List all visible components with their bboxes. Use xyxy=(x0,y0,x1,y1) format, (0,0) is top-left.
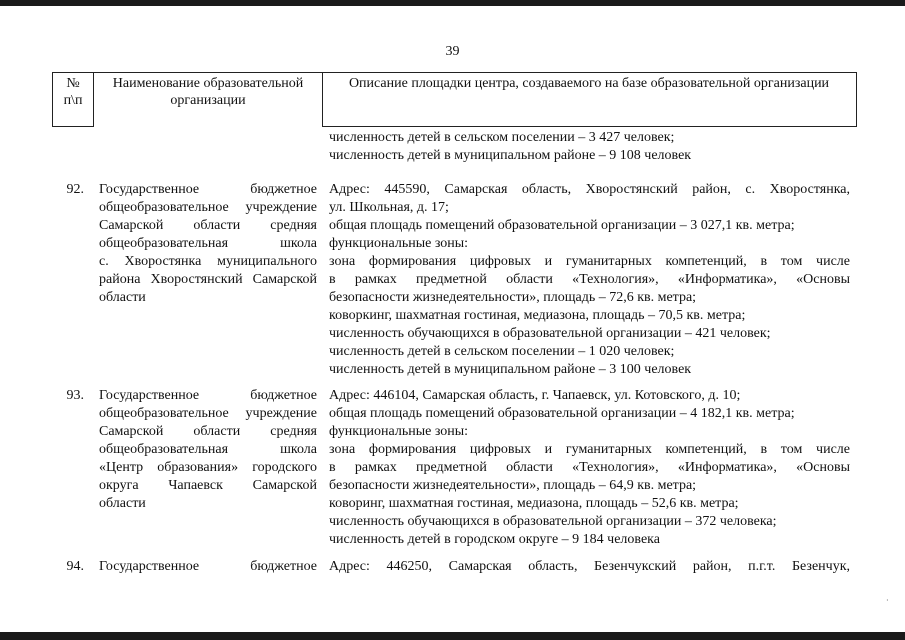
organization-line: Государственное бюджетное xyxy=(99,388,317,403)
entry-description xyxy=(329,387,850,549)
header-number-line: п\п xyxy=(63,93,83,108)
organization-line: общеобразовательная школа xyxy=(99,442,317,457)
header-number-column xyxy=(53,75,93,109)
header-organization-line: Наименование образовательной xyxy=(112,76,304,91)
entry-organization xyxy=(99,558,317,576)
organization-line: общеобразовательная школа xyxy=(99,236,317,251)
description-line: функциональные зоны: xyxy=(329,424,469,439)
continuation-description xyxy=(329,129,850,165)
description-line: безопасности жизнедеятельности», площадь – 64,9 кв. метра; xyxy=(329,478,697,493)
description-line: коворинг, шахматная гостиная, медиазона, площадь – 52,6 кв. метра; xyxy=(329,496,739,511)
scan-edge-top xyxy=(0,0,905,6)
entry-organization xyxy=(99,181,317,307)
header-description-column: Описание площадки центра, создаваемого на базе образовательной организации xyxy=(348,76,830,91)
description-line: коворкинг, шахматная гостиная, медиазона, площадь – 70,5 кв. метра; xyxy=(329,308,746,323)
organization-line: округа Чапаевск Самарской xyxy=(99,478,317,493)
description-line: численность детей в сельском поселении – 3 427 человек; xyxy=(329,130,675,145)
entry-organization xyxy=(99,387,317,513)
description-line: безопасности жизнедеятельности», площадь – 72,6 кв. метра; xyxy=(329,290,697,305)
entry-description xyxy=(329,558,850,576)
description-line: Адрес: 445590, Самарская область, Хворостянский район, с. Хворостянка, xyxy=(329,182,850,197)
organization-line: с. Хворостянка муниципального xyxy=(99,254,317,269)
header-bottom-rule xyxy=(52,126,94,127)
description-line: зона формирования цифровых и гуманитарных компетенций, в том числе xyxy=(329,254,850,269)
description-line: Адрес: 446104, Самарская область, г. Чапаевск, ул. Котовского, д. 10; xyxy=(329,388,741,403)
page-number: 39 xyxy=(445,44,460,59)
entry-number: 94. xyxy=(66,559,84,574)
description-line: зона формирования цифровых и гуманитарных компетенций, в том числе xyxy=(329,442,850,457)
description-line: функциональные зоны: xyxy=(329,236,469,251)
organization-line: Государственное бюджетное xyxy=(99,559,317,574)
header-number-line: № xyxy=(66,76,80,91)
organization-line: области xyxy=(99,496,146,511)
header-organization-column xyxy=(94,75,322,109)
description-line: численность детей в городском округе – 9 184 человека xyxy=(329,532,660,547)
organization-line: общеобразовательное учреждение xyxy=(99,200,317,215)
description-line: численность детей в сельском поселении – 1 020 человек; xyxy=(329,344,675,359)
entry-number: 92. xyxy=(66,182,84,197)
description-line: численность детей в муниципальном районе – 9 108 человек xyxy=(329,148,692,163)
description-line: общая площадь помещений образовательной организации – 4 182,1 кв. метра; xyxy=(329,406,795,421)
description-line: общая площадь помещений образовательной организации – 3 027,1 кв. метра; xyxy=(329,218,795,233)
description-line: ул. Школьная, д. 17; xyxy=(329,200,449,215)
description-line: численность обучающихся в образовательной организации – 372 человека; xyxy=(329,514,777,529)
organization-line: Государственное бюджетное xyxy=(99,182,317,197)
header-organization-line: организации xyxy=(170,93,246,108)
organization-line: общеобразовательное учреждение xyxy=(99,406,317,421)
organization-line: Самарской области средняя xyxy=(99,424,317,439)
scan-speck: · xyxy=(886,596,889,605)
header-bottom-rule xyxy=(322,126,856,127)
description-line: в рамках предметной области «Технология», «Информатика», «Основы xyxy=(329,272,850,287)
description-line: Адрес: 446250, Самарская область, Безенчукский район, п.г.т. Безенчук, xyxy=(329,559,850,574)
organization-line: «Центр образования» городского xyxy=(99,460,317,475)
organization-line: области xyxy=(99,290,146,305)
description-line: численность обучающихся в образовательной организации – 421 человек; xyxy=(329,326,771,341)
organization-line: района Хворостянский Самарской xyxy=(99,272,317,287)
scan-edge-bottom xyxy=(0,632,905,640)
entry-description xyxy=(329,181,850,379)
description-line: численность детей в муниципальном районе – 3 100 человек xyxy=(329,362,692,377)
organization-line: Самарской области средняя xyxy=(99,218,317,233)
entry-number: 93. xyxy=(66,388,84,403)
description-line: в рамках предметной области «Технология», «Информатика», «Основы xyxy=(329,460,850,475)
